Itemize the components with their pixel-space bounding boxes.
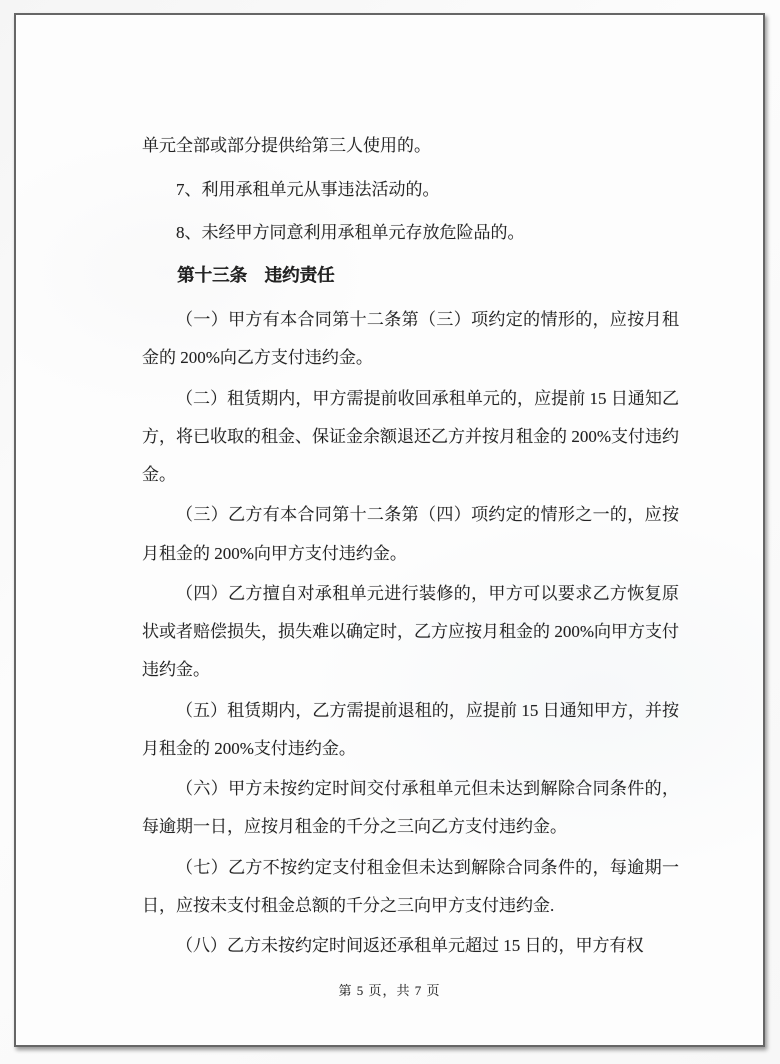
- contract-paragraph-1: （一）甲方有本合同第十二条第（三）项约定的情形的，应按月租金的 200%向乙方支付违约金。: [142, 310, 679, 368]
- page-number-footer: 第 5 页，共 7 页: [338, 983, 441, 998]
- document-page: [14, 13, 765, 1047]
- contract-paragraph-3: （三）乙方有本合同第十二条第（四）项约定的情形之一的，应按月租金的 200%向甲方支付违约金。: [142, 505, 679, 563]
- contract-paragraph-7: （七）乙方不按约定支付租金但未达到解除合同条件的，每逾期一日，应按未支付租金总额的千分之三向甲方支付违约金.: [142, 857, 679, 915]
- contract-paragraph-2: （二）租赁期内，甲方需提前收回承租单元的，应提前 15 日通知乙方，将已收取的租金、保证金余额退还乙方并按月租金的 200%支付违约金。: [142, 388, 679, 485]
- contract-clause-item-7: 7、利用承租单元从事违法活动的。: [176, 180, 440, 200]
- contract-body: [142, 127, 679, 967]
- article-13-heading: 第十三条 违约责任: [177, 264, 335, 285]
- contract-clause-item-8: 8、未经甲方同意利用承租单元存放危险品的。: [176, 222, 525, 242]
- contract-paragraph-8: （八）乙方未按约定时间返还承租单元超过 15 日的，甲方有权: [176, 936, 644, 956]
- contract-paragraph-6: （六）甲方未按约定时间交付承租单元但未达到解除合同条件的，每逾期一日，应按月租金的千分之三向乙方支付违约金。: [142, 779, 679, 837]
- contract-paragraph-4: （四）乙方擅自对承租单元进行装修的，甲方可以要求乙方恢复原状或者赔偿损失，损失难以确定时，乙方应按月租金的 200%向甲方支付违约金。: [142, 583, 679, 680]
- contract-line-continuation: 单元全部或部分提供给第三人使用的。: [142, 136, 431, 155]
- contract-paragraph-5: （五）租赁期内，乙方需提前退租的，应提前 15 日通知甲方，并按月租金的 200%支付违约金。: [142, 700, 679, 758]
